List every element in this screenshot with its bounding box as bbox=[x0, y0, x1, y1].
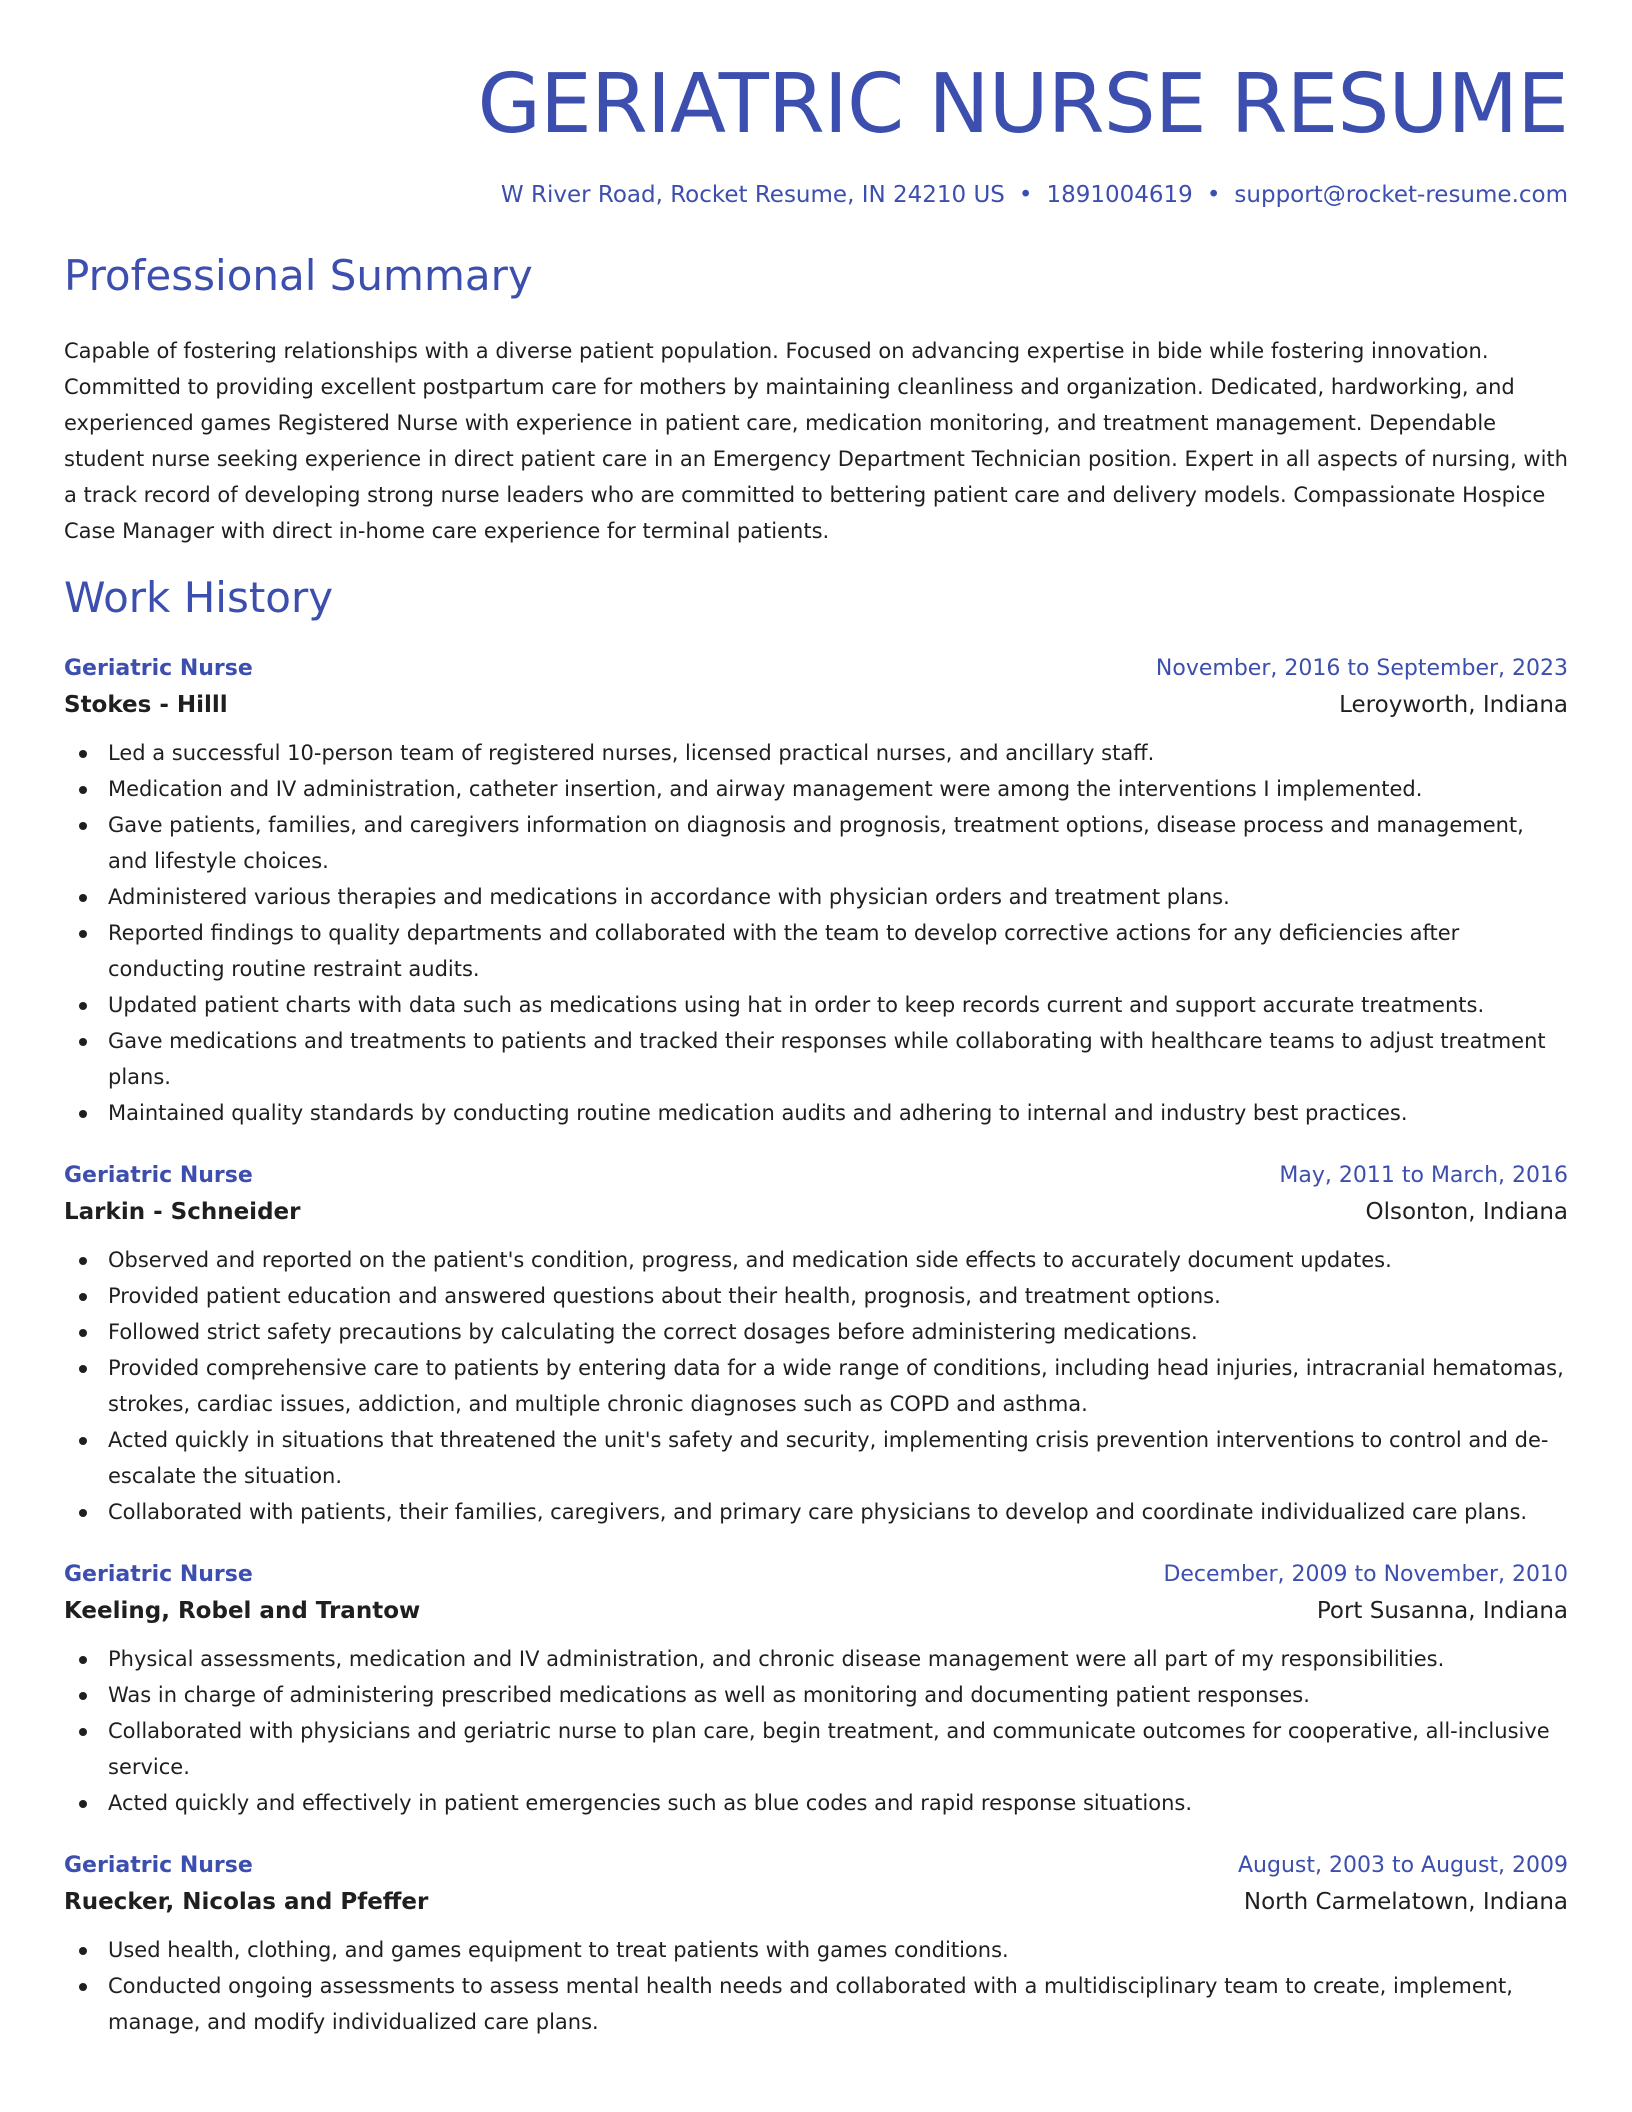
summary-heading: Professional Summary bbox=[64, 251, 533, 300]
contact-line bbox=[501, 178, 1568, 212]
job-bullet: Followed strict safety precautions by calculating the correct dosages before administering medications. bbox=[64, 1314, 1568, 1350]
job-dates: December, 2009 to November, 2010 bbox=[1163, 1562, 1568, 1587]
resume-title: GERIATRIC NURSE RESUME bbox=[477, 57, 1568, 152]
job-company-row bbox=[64, 1593, 1568, 1629]
contact-separator: • bbox=[1206, 182, 1221, 208]
job-header-row bbox=[64, 1557, 1568, 1593]
job-bullet: Led a successful 10-person team of registered nurses, licensed practical nurses, and ancillary staff. bbox=[64, 735, 1568, 771]
job-company: Stokes - Hilll bbox=[64, 692, 228, 718]
job-bullet: Reported findings to quality departments and collaborated with the team to develop corrective actions for any deficiencies after conducting routine restraint audits. bbox=[64, 915, 1568, 987]
job-bullet: Conducted ongoing assessments to assess mental health needs and collaborated with a multidisciplinary team to create, implement, manage, and modify individualized care plans. bbox=[64, 1968, 1568, 2040]
job-title: Geriatric Nurse bbox=[64, 1853, 253, 1878]
job-bullet: Was in charge of administering prescribed medications as well as monitoring and documenting patient responses. bbox=[64, 1677, 1568, 1713]
contact-separator: • bbox=[1018, 182, 1033, 208]
job-entry bbox=[64, 1158, 1568, 1530]
job-location: Port Susanna, Indiana bbox=[1316, 1598, 1568, 1624]
job-dates: May, 2011 to March, 2016 bbox=[1279, 1163, 1568, 1188]
job-title: Geriatric Nurse bbox=[64, 656, 253, 681]
contact-email: support@rocket-resume.com bbox=[1234, 182, 1568, 208]
job-company: Ruecker, Nicolas and Pfeffer bbox=[64, 1889, 429, 1915]
job-bullet: Collaborated with patients, their families, caregivers, and primary care physicians to develop and coordinate individualized care plans. bbox=[64, 1494, 1568, 1530]
job-company: Keeling, Robel and Trantow bbox=[64, 1598, 421, 1624]
job-dates: August, 2003 to August, 2009 bbox=[1238, 1853, 1568, 1878]
job-bullet: Acted quickly and effectively in patient emergencies such as blue codes and rapid response situations. bbox=[64, 1785, 1568, 1821]
job-bullet: Medication and IV administration, catheter insertion, and airway management were among the interventions I implemented. bbox=[64, 771, 1568, 807]
job-entry bbox=[64, 1848, 1568, 2040]
job-bullet: Observed and reported on the patient's condition, progress, and medication side effects to accurately document updates. bbox=[64, 1242, 1568, 1278]
job-bullet: Gave medications and treatments to patients and tracked their responses while collaborating with healthcare teams to adjust treatment plans. bbox=[64, 1023, 1568, 1095]
job-header-row bbox=[64, 651, 1568, 687]
job-bullet: Administered various therapies and medications in accordance with physician orders and treatment plans. bbox=[64, 879, 1568, 915]
job-company-row bbox=[64, 687, 1568, 723]
job-bullet: Physical assessments, medication and IV administration, and chronic disease management were all part of my responsibilities. bbox=[64, 1641, 1568, 1677]
job-bullet-list bbox=[64, 735, 1568, 1131]
contact-address: W River Road, Rocket Resume, IN 24210 US bbox=[500, 182, 1005, 208]
job-location: North Carmelatown, Indiana bbox=[1243, 1889, 1568, 1915]
summary-text: Capable of fostering relationships with a diverse patient population. Focused on advancing expertise in bide while fostering innovation. Committed to providing excellent postpartum care for mothers by maintaining cleanliness and organization. Dedicated, hardworking, and experienced games Registered Nurse with experience in patient care, medication monitoring, and treatment management. Dependable student nurse seeking experience in direct patient care in an Emergency Department Technician position. Expert in all aspects of nursing, with a track record of developing strong nurse leaders who are committed to bettering patient care and delivery models. Compassionate Hospice Case Manager with direct in-home care experience for terminal patients. bbox=[64, 339, 1568, 543]
job-dates: November, 2016 to September, 2023 bbox=[1155, 656, 1568, 681]
job-title: Geriatric Nurse bbox=[64, 1163, 253, 1188]
job-bullet: Used health, clothing, and games equipment to treat patients with games conditions. bbox=[64, 1932, 1568, 1968]
job-company-row bbox=[64, 1194, 1568, 1230]
contact-phone: 1891004619 bbox=[1046, 182, 1193, 208]
work-history-heading: Work History bbox=[64, 573, 334, 622]
job-company-row bbox=[64, 1884, 1568, 1920]
job-entry bbox=[64, 1557, 1568, 1821]
job-header-row bbox=[64, 1848, 1568, 1884]
job-list bbox=[64, 651, 1568, 2067]
job-bullet: Acted quickly in situations that threatened the unit's safety and security, implementing crisis prevention interventions to control and de-escalate the situation. bbox=[64, 1422, 1568, 1494]
job-bullet: Collaborated with physicians and geriatric nurse to plan care, begin treatment, and communicate outcomes for cooperative, all-inclusive service. bbox=[64, 1713, 1568, 1785]
job-bullet-list bbox=[64, 1641, 1568, 1821]
job-bullet-list bbox=[64, 1242, 1568, 1530]
job-bullet-list bbox=[64, 1932, 1568, 2040]
job-bullet: Maintained quality standards by conducting routine medication audits and adhering to internal and industry best practices. bbox=[64, 1095, 1568, 1131]
job-header-row bbox=[64, 1158, 1568, 1194]
job-bullet: Provided comprehensive care to patients by entering data for a wide range of conditions, including head injuries, intracranial hematomas, strokes, cardiac issues, addiction, and multiple chronic diagnoses such as COPD and asthma. bbox=[64, 1350, 1568, 1422]
job-location: Leroyworth, Indiana bbox=[1339, 692, 1568, 718]
job-bullet: Gave patients, families, and caregivers information on diagnosis and prognosis, treatment options, disease process and management, and lifestyle choices. bbox=[64, 807, 1568, 879]
job-location: Olsonton, Indiana bbox=[1365, 1199, 1568, 1225]
job-entry bbox=[64, 651, 1568, 1131]
job-bullet: Provided patient education and answered questions about their health, prognosis, and treatment options. bbox=[64, 1278, 1568, 1314]
job-company: Larkin - Schneider bbox=[64, 1199, 301, 1225]
job-title: Geriatric Nurse bbox=[64, 1562, 253, 1587]
job-bullet: Updated patient charts with data such as medications using hat in order to keep records current and support accurate treatments. bbox=[64, 987, 1568, 1023]
